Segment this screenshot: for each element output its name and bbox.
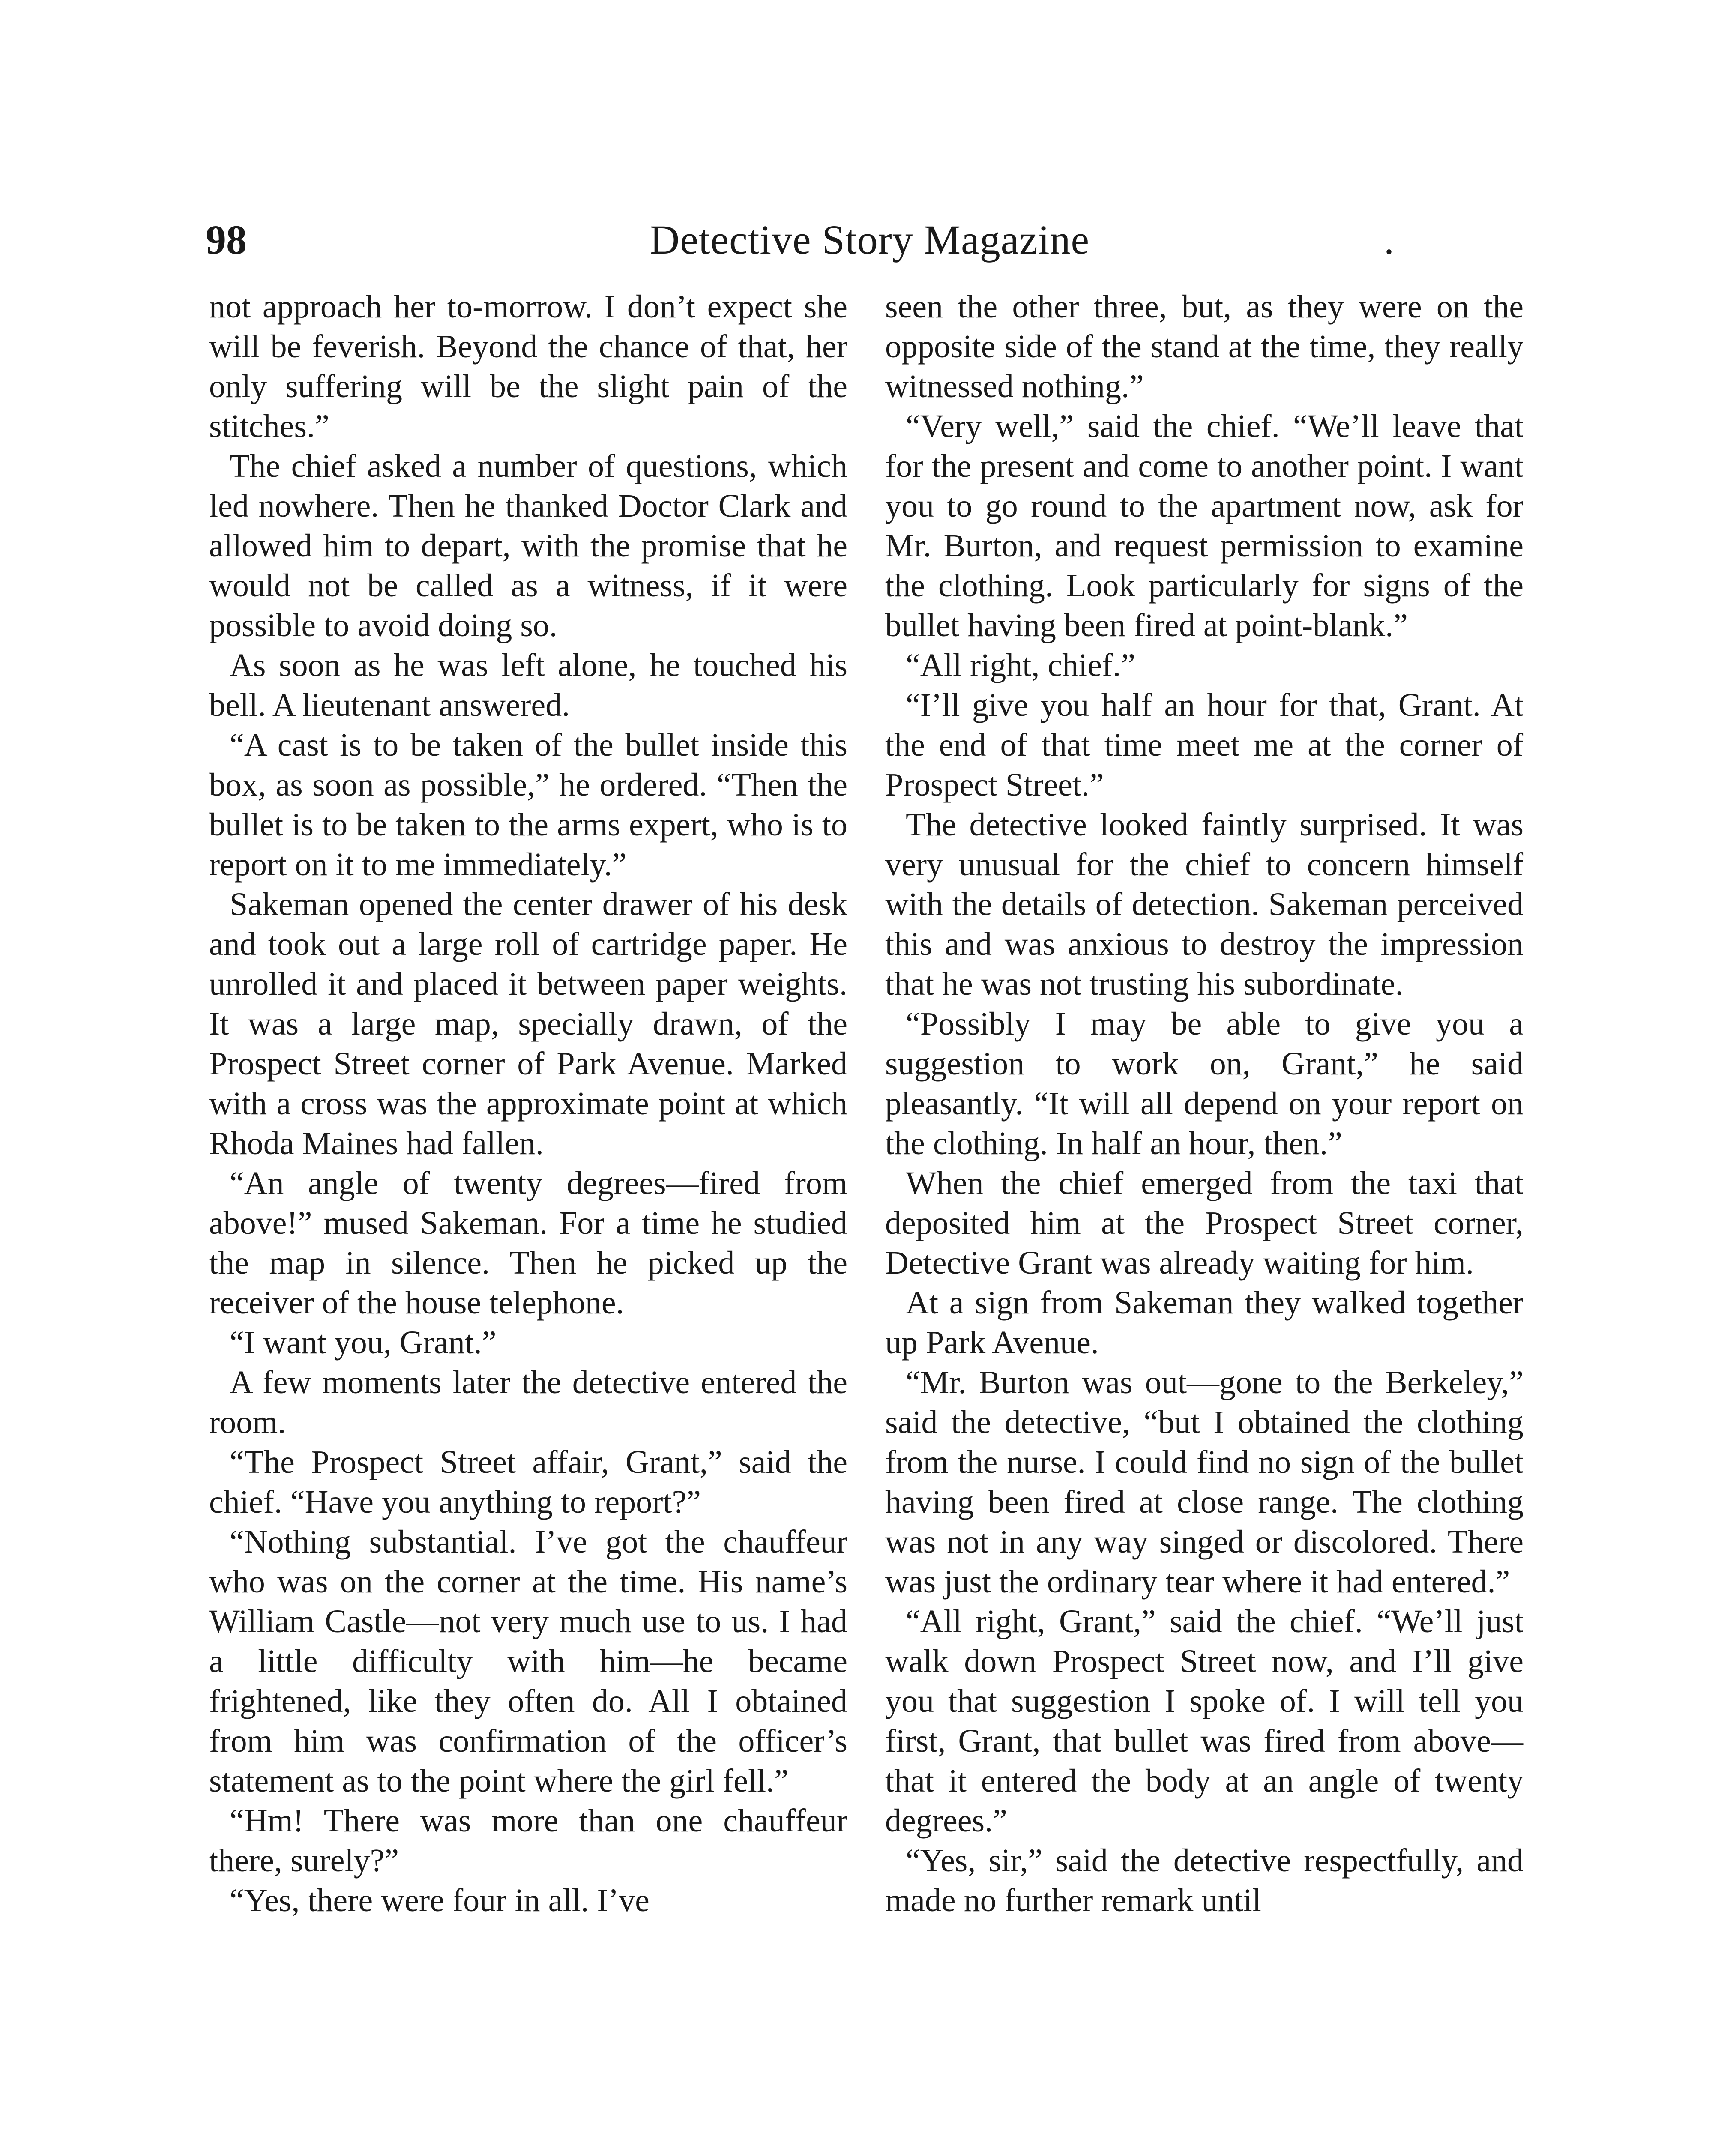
paragraph: “Very well,” said the chief. “We’ll leave that for the present and come to another point. I want you to go round to the apartment now, ask for Mr. Burton, and request permission to examine the clothing. Look particularly for signs of the bullet having been fired at point-blank.”: [885, 408, 1523, 643]
paragraph: “Yes, sir,” said the detective respectfully, and made no further remark until: [885, 1843, 1523, 1918]
paragraph: At a sign from Sakeman they walked together up Park Avenue.: [885, 1285, 1523, 1361]
header-dot: .: [1384, 217, 1394, 263]
running-title: Detective Story Magazine: [650, 217, 1090, 263]
paragraph: “Possibly I may be able to give you a suggestion to work on, Grant,” he said pleasantly. “It will all depend on your report on the clothing. In half an hour, then.”: [885, 1006, 1523, 1161]
left-column: [209, 287, 847, 1921]
paragraph: “Hm! There was more than one chauffeur there, surely?”: [209, 1803, 847, 1879]
paragraph: “All right, Grant,” said the chief. “We’ll just walk down Prospect Street now, and I’ll give you that suggestion I spoke of. I will tell you first, Grant, that bullet was fired from above—that it entered the body at an angle of twenty degrees.”: [885, 1604, 1523, 1839]
paragraph: A few moments later the detective entered the room.: [209, 1364, 847, 1440]
paragraph: The chief asked a number of questions, which led nowhere. Then he thanked Doctor Clark and allowed him to depart, with the promise that he would not be called as a witness, if it were possible to avoid doing so.: [209, 448, 847, 643]
right-column: [885, 287, 1523, 1921]
paragraph: When the chief emerged from the taxi that deposited him at the Prospect Street corner, Detective Grant was already waiting for him.: [885, 1165, 1523, 1281]
paragraph: As soon as he was left alone, he touched his bell. A lieutenant answered.: [209, 647, 847, 723]
paragraph: “An angle of twenty degrees—fired from above!” mused Sakeman. For a time he studied the map in silence. Then he picked up the receiver of the house telephone.: [209, 1165, 847, 1321]
page-number: 98: [206, 217, 247, 263]
paragraph: seen the other three, but, as they were on the opposite side of the stand at the time, they really witnessed nothing.”: [885, 289, 1523, 404]
paragraph: “A cast is to be taken of the bullet inside this box, as soon as possible,” he ordered. “Then the bullet is to be taken to the arms expert, who is to report on it to me immediately.”: [209, 727, 847, 883]
paragraph: “Nothing substantial. I’ve got the chauffeur who was on the corner at the time. His name’s William Castle—not very much use to us. I had a little difficulty with him—he became frightened, like they often do. All I obtained from him was confirmation of the officer’s statement as to the point where the girl fell.”: [209, 1524, 847, 1799]
paragraph: “All right, chief.”: [906, 647, 1136, 683]
page-header: [206, 206, 1534, 274]
paragraph: not approach her to-morrow. I don’t expect she will be feverish. Beyond the chance of that, her only suffering will be the slight pain of the stitches.”: [209, 289, 847, 444]
paragraph: “I want you, Grant.”: [230, 1325, 497, 1361]
paragraph: Sakeman opened the center drawer of his desk and took out a large roll of cartridge paper. He unrolled it and placed it between paper weights. It was a large map, specially drawn, of the Prospect Street corner of Park Avenue. Marked with a cross was the approximate point at which Rhoda Maines had fallen.: [209, 886, 847, 1161]
paragraph: “I’ll give you half an hour for that, Grant. At the end of that time meet me at the corner of Prospect Street.”: [885, 687, 1523, 803]
paragraph: “Yes, there were four in all. I’ve: [230, 1882, 650, 1918]
paragraph: “Mr. Burton was out—gone to the Berkeley,” said the detective, “but I obtained the clothing from the nurse. I could find no sign of the bullet having been fired at close range. The clothing was not in any way singed or discolored. There was just the ordinary tear where it had entered.”: [885, 1364, 1523, 1600]
paragraph: “The Prospect Street affair, Grant,” said the chief. “Have you anything to report?”: [209, 1444, 847, 1520]
paragraph: The detective looked faintly surprised. It was very unusual for the chief to concern himself with the details of detection. Sakeman perceived this and was anxious to destroy the impression that he was not trusting his subordinate.: [885, 807, 1523, 1002]
